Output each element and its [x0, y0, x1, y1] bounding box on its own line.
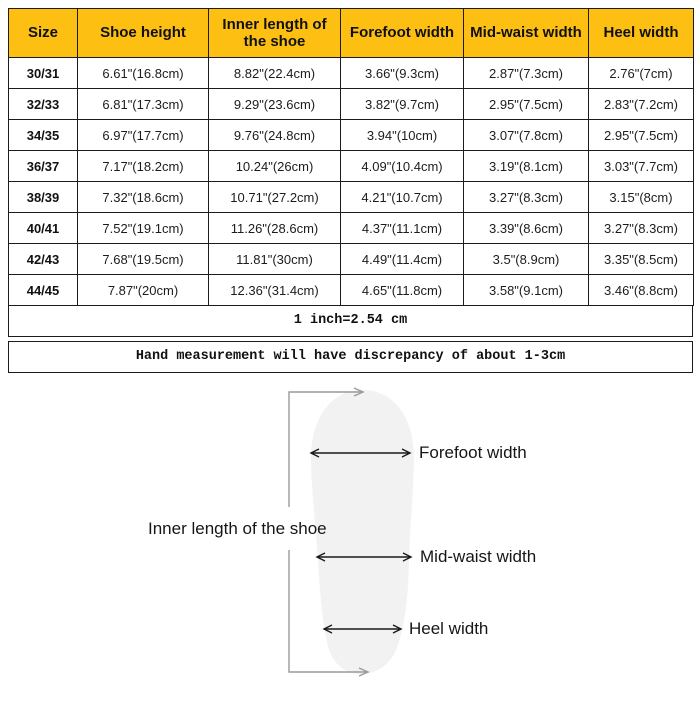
cell-shoe-height: 7.52"(19.1cm) [78, 213, 209, 244]
cell-inner-length: 8.82"(22.4cm) [209, 58, 341, 89]
cell-size: 34/35 [9, 120, 78, 151]
cell-inner-length: 10.71"(27.2cm) [209, 182, 341, 213]
cell-size: 30/31 [9, 58, 78, 89]
table-row [9, 151, 694, 182]
col-header-mid-waist-width: Mid-waist width [464, 9, 589, 58]
cell-shoe-height: 7.32"(18.6cm) [78, 182, 209, 213]
cell-shoe-height: 6.97"(17.7cm) [78, 120, 209, 151]
col-header-forefoot-width: Forefoot width [341, 9, 464, 58]
cell-inner-length: 11.81"(30cm) [209, 244, 341, 275]
col-header-shoe-height: Shoe height [78, 9, 209, 58]
cell-shoe-height: 7.68"(19.5cm) [78, 244, 209, 275]
table-row [9, 182, 694, 213]
cell-size: 44/45 [9, 275, 78, 306]
cell-mid-waist-width: 3.27"(8.3cm) [464, 182, 589, 213]
forefoot-width-label: Forefoot width [419, 443, 527, 462]
cell-size: 32/33 [9, 89, 78, 120]
note-measurement-discrepancy: Hand measurement will have discrepancy of about 1-3cm [8, 341, 693, 373]
table-row [9, 58, 694, 89]
cell-forefoot-width: 4.37"(11.1cm) [341, 213, 464, 244]
cell-size: 36/37 [9, 151, 78, 182]
cell-forefoot-width: 3.66"(9.3cm) [341, 58, 464, 89]
cell-mid-waist-width: 3.58"(9.1cm) [464, 275, 589, 306]
cell-forefoot-width: 4.21"(10.7cm) [341, 182, 464, 213]
cell-heel-width: 3.35"(8.5cm) [589, 244, 694, 275]
cell-forefoot-width: 3.82"(9.7cm) [341, 89, 464, 120]
insole-diagram-graphic [0, 381, 700, 692]
cell-inner-length: 11.26"(28.6cm) [209, 213, 341, 244]
cell-shoe-height: 6.61"(16.8cm) [78, 58, 209, 89]
col-header-heel-width: Heel width [589, 9, 694, 58]
col-header-size: Size [9, 9, 78, 58]
table-row [9, 89, 694, 120]
cell-shoe-height: 7.87"(20cm) [78, 275, 209, 306]
cell-mid-waist-width: 2.87"(7.3cm) [464, 58, 589, 89]
cell-size: 38/39 [9, 182, 78, 213]
cell-heel-width: 3.46"(8.8cm) [589, 275, 694, 306]
inner-length-label: Inner length of the shoe [148, 519, 327, 538]
cell-inner-length: 9.29"(23.6cm) [209, 89, 341, 120]
cell-forefoot-width: 4.09"(10.4cm) [341, 151, 464, 182]
cell-heel-width: 3.15"(8cm) [589, 182, 694, 213]
cell-forefoot-width: 3.94"(10cm) [341, 120, 464, 151]
cell-forefoot-width: 4.65"(11.8cm) [341, 275, 464, 306]
cell-mid-waist-width: 3.07"(7.8cm) [464, 120, 589, 151]
cell-size: 40/41 [9, 213, 78, 244]
cell-inner-length: 9.76"(24.8cm) [209, 120, 341, 151]
cell-heel-width: 2.95"(7.5cm) [589, 120, 694, 151]
cell-heel-width: 2.83"(7.2cm) [589, 89, 694, 120]
table-header-row [9, 9, 694, 58]
cell-shoe-height: 6.81"(17.3cm) [78, 89, 209, 120]
cell-size: 42/43 [9, 244, 78, 275]
cell-shoe-height: 7.17"(18.2cm) [78, 151, 209, 182]
cell-inner-length: 12.36"(31.4cm) [209, 275, 341, 306]
cell-forefoot-width: 4.49"(11.4cm) [341, 244, 464, 275]
col-header-inner-length: Inner length of the shoe [209, 9, 341, 58]
note-inch-conversion: 1 inch=2.54 cm [8, 305, 693, 337]
table-row [9, 244, 694, 275]
cell-heel-width: 3.03"(7.7cm) [589, 151, 694, 182]
cell-mid-waist-width: 3.39"(8.6cm) [464, 213, 589, 244]
cell-inner-length: 10.24"(26cm) [209, 151, 341, 182]
cell-heel-width: 2.76"(7cm) [589, 58, 694, 89]
mid-waist-width-label: Mid-waist width [420, 547, 537, 566]
cell-heel-width: 3.27"(8.3cm) [589, 213, 694, 244]
insole-measurement-diagram [0, 381, 700, 692]
cell-mid-waist-width: 2.95"(7.5cm) [464, 89, 589, 120]
cell-mid-waist-width: 3.5"(8.9cm) [464, 244, 589, 275]
table-row [9, 120, 694, 151]
shoe-size-table [8, 8, 694, 306]
cell-mid-waist-width: 3.19"(8.1cm) [464, 151, 589, 182]
heel-width-label: Heel width [409, 619, 489, 638]
table-row [9, 275, 694, 306]
table-row [9, 213, 694, 244]
